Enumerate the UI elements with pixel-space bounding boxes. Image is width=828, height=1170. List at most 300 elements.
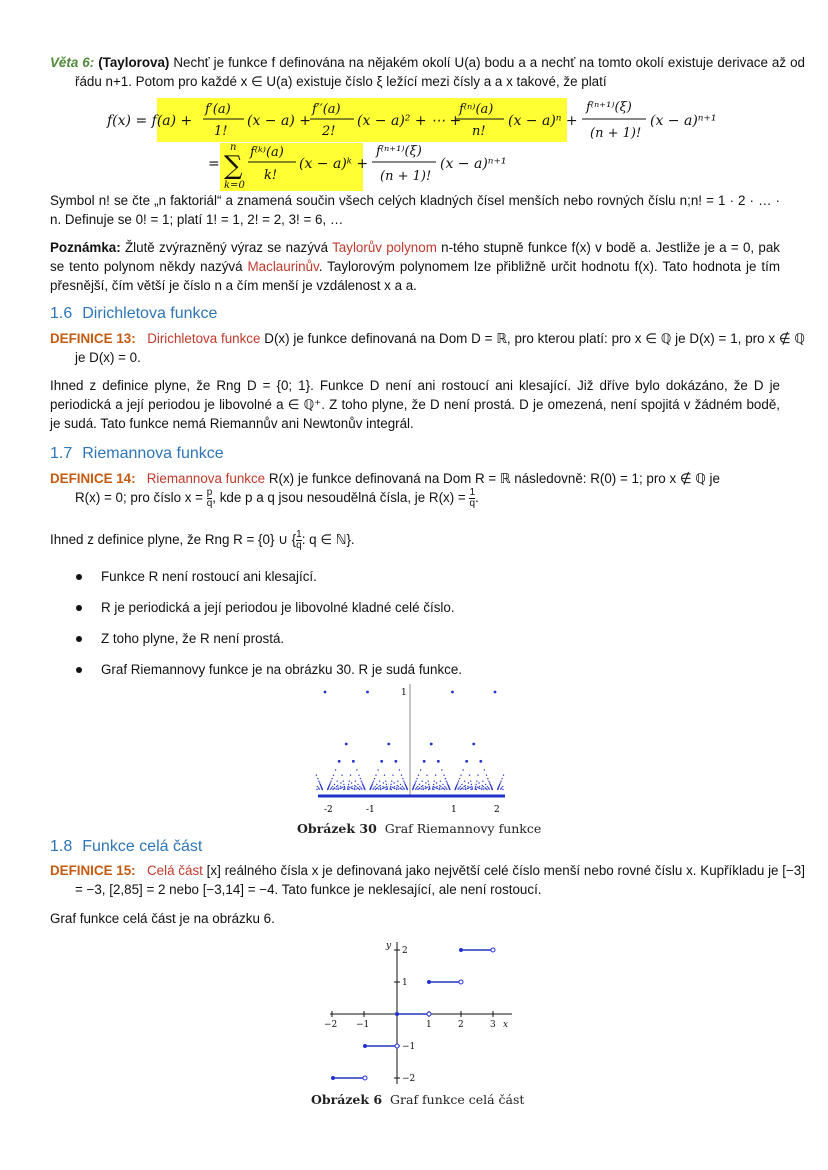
- riemann-point: [349, 787, 350, 788]
- riemann-point: [392, 787, 393, 788]
- riemann-point: [361, 788, 362, 789]
- riemann-point: [341, 775, 342, 776]
- svg-text:(x − a)² + ⋯ +: (x − a)² + ⋯ +: [357, 113, 462, 129]
- riemann-point: [421, 780, 422, 781]
- caption-label: Obrázek 6: [311, 1092, 383, 1107]
- x-tick: −1: [356, 1020, 370, 1030]
- riemann-point: [351, 782, 352, 783]
- riemann-point: [503, 775, 504, 776]
- riemann-point: [340, 786, 341, 787]
- riemann-point: [417, 789, 418, 790]
- riemann-point: [397, 780, 398, 781]
- riemann-point: [472, 788, 473, 789]
- riemann-point: [330, 782, 331, 783]
- bullet-dot: [76, 574, 82, 580]
- svg-text:k=0: k=0: [224, 180, 245, 191]
- x-tick: 3: [490, 1020, 496, 1030]
- riemann-point: [400, 788, 401, 789]
- section-heading-1-6: [50, 305, 217, 323]
- riemann-point: [494, 691, 497, 694]
- def13-text: D(x) je funkce definovaná na Dom D = ℝ, pro kterou platí: pro x ∈ ℚ je D(x) = 1, pro x ∉ ℚ je D(x) = 0.: [75, 331, 805, 365]
- remark-part3: . Taylorovým polynomem lze přibližně určit hodnotu f(x). Tato hodnota je tím přesnější, čím větší je číslo n a čím menší je vzdálenost x a a.: [50, 259, 780, 293]
- theorem-text: Nechť je funkce f definována na nějakém okolí U(a) bodu a a nechť na tomto okolí existuje derivace až od řádu n+1. Potom pro každé x ∈ U(a) existuje číslo ξ ležící mezi čísly a a x takové, že platí: [75, 55, 805, 89]
- riemann-point: [415, 788, 416, 789]
- riemann-point: [470, 789, 471, 790]
- riemann-point: [489, 788, 490, 789]
- riemann-point: [483, 786, 484, 787]
- riemann-point: [460, 775, 461, 776]
- riemann-point: [440, 786, 441, 787]
- riemann-point: [433, 789, 434, 790]
- frac-den: q: [296, 540, 302, 551]
- riemann-point: [459, 778, 460, 779]
- list-item-text: R je periodická a její periodou je libovolné kladné celé číslo.: [101, 600, 455, 615]
- riemann-point: [465, 789, 466, 790]
- floor-function-graph: [320, 936, 520, 1086]
- riemann-point: [385, 787, 386, 788]
- riemann-point: [322, 789, 323, 790]
- floor-paragraph: Graf funkce celá část je na obrázku 6.: [50, 911, 275, 926]
- riemann-point: [442, 784, 443, 785]
- riemann-point: [336, 788, 337, 789]
- riemann-point: [481, 789, 482, 790]
- y-tick: 2: [402, 946, 408, 956]
- svg-text:1!: 1!: [214, 124, 228, 139]
- riemann-point: [441, 769, 442, 770]
- def14-text1: R(x) je funkce definovaná na Dom R = ℝ následovně: R(0) = 1; pro x ∉ ℚ je: [268, 471, 720, 486]
- riemann-point: [422, 787, 423, 788]
- riemann-point: [350, 775, 351, 776]
- riemann-point: [377, 769, 378, 770]
- svg-text:(x − a)ⁿ +: (x − a)ⁿ +: [508, 113, 578, 129]
- riemann-point: [461, 784, 462, 785]
- x-axis-label: x: [503, 1020, 509, 1030]
- svg-text:n!: n!: [472, 124, 486, 139]
- riemann-point: [366, 691, 369, 694]
- riemann-point: [380, 760, 383, 763]
- def13-label: DEFINICE 13:: [50, 331, 136, 346]
- riemann-point: [378, 788, 379, 789]
- def14-label: DEFINICE 14:: [50, 471, 136, 486]
- riemann-point: [440, 780, 441, 781]
- riemann-point: [390, 786, 391, 787]
- bullet-dot: [76, 605, 82, 611]
- list-item-text: Z toho plyne, že R není prostá.: [101, 631, 285, 646]
- riemann-point: [492, 789, 493, 790]
- riemann-point: [347, 788, 348, 789]
- closed-endpoint: [363, 1044, 367, 1048]
- riemann-point: [380, 789, 381, 790]
- riemann-point: [378, 786, 379, 787]
- riemann-point: [432, 788, 433, 789]
- riemann-point: [444, 789, 445, 790]
- def14-text2b: , kde p a q jsou nesoudělná čísla, je R(x) =: [212, 490, 466, 506]
- riemann-point: [403, 780, 404, 781]
- riemann-point: [463, 788, 464, 789]
- riemann-point: [344, 788, 345, 789]
- riemann-point: [458, 780, 459, 781]
- riemann-point: [449, 789, 450, 790]
- riemann-point: [401, 789, 402, 790]
- riemann-point: [425, 782, 426, 783]
- formula-eq: =: [208, 156, 220, 172]
- x-tick: 2: [458, 1020, 464, 1030]
- frac-den: q: [469, 498, 476, 509]
- riemann-point: [402, 778, 403, 779]
- riemann-point: [327, 789, 328, 790]
- svg-text:f⁽ⁿ⁾(a): f⁽ⁿ⁾(a): [459, 102, 494, 117]
- section-heading-1-7: [50, 445, 224, 463]
- riemann-point: [317, 778, 318, 779]
- remark-part1: Žlutě zvýrazněný výraz se nazývá: [124, 240, 329, 255]
- def15-label: DEFINICE 15:: [50, 863, 136, 878]
- bullet-dot: [76, 667, 82, 673]
- riemann-point: [457, 782, 458, 783]
- riemann-point: [465, 787, 466, 788]
- def15-term: Celá část: [146, 863, 203, 878]
- riemann-point: [319, 782, 320, 783]
- riemann-point: [380, 785, 381, 786]
- riemann-point: [331, 778, 332, 779]
- riemann-point: [318, 780, 319, 781]
- riemann-point: [391, 789, 392, 790]
- closed-endpoint: [331, 1076, 335, 1080]
- riemann-point: [389, 788, 390, 789]
- svg-text:f⁽ⁿ⁺¹⁾(ξ): f⁽ⁿ⁺¹⁾(ξ): [586, 100, 632, 115]
- riemann-point: [461, 788, 462, 789]
- section-title: Riemannova funkce: [82, 445, 224, 462]
- section-title: Funkce celá část: [82, 838, 203, 855]
- riemann-point: [330, 780, 331, 781]
- rng-part-a: Ihned z definice plyne, že Rng R = {0} ∪ {: [50, 532, 297, 548]
- riemann-point: [477, 775, 478, 776]
- riemann-point: [428, 789, 429, 790]
- riemann-point: [347, 786, 348, 787]
- riemann-point: [348, 784, 349, 785]
- riemann-point: [430, 743, 433, 746]
- riemann-point: [352, 760, 355, 763]
- riemann-point: [355, 786, 356, 787]
- x-tick: 1: [426, 1020, 432, 1030]
- riemann-point: [355, 780, 356, 781]
- caption-text: Graf Riemannovy funkce: [384, 821, 542, 836]
- riemann-point: [374, 778, 375, 779]
- svg-text:(n + 1)!: (n + 1)!: [590, 126, 642, 141]
- riemann-point: [467, 786, 468, 787]
- riemann-point: [335, 769, 336, 770]
- riemann-point: [481, 787, 482, 788]
- riemann-point: [383, 782, 384, 783]
- frac-num: 1: [296, 529, 302, 540]
- riemann-range: [50, 530, 780, 551]
- tick-label: 2: [494, 805, 500, 815]
- riemann-point: [427, 787, 428, 788]
- riemann-point: [483, 788, 484, 789]
- riemann-point: [439, 785, 440, 786]
- caption-text: Graf funkce celá část: [390, 1092, 525, 1107]
- riemann-point: [423, 760, 426, 763]
- riemann-point: [392, 775, 393, 776]
- riemann-point: [398, 786, 399, 787]
- riemann-point: [358, 788, 359, 789]
- riemann-point: [336, 786, 337, 787]
- riemann-point: [484, 769, 485, 770]
- riemann-point: [319, 788, 320, 789]
- bullet-dot: [76, 636, 82, 642]
- y-axis-label: y: [386, 941, 392, 951]
- riemann-point: [339, 788, 340, 789]
- riemann-point: [397, 785, 398, 786]
- riemann-point: [501, 778, 502, 779]
- riemann-point: [415, 782, 416, 783]
- riemann-point: [425, 786, 426, 787]
- riemann-function-graph: [310, 684, 520, 819]
- riemann-point: [390, 784, 391, 785]
- riemann-point: [336, 780, 337, 781]
- riemann-point: [343, 780, 344, 781]
- riemann-point: [348, 789, 349, 790]
- def14-term: Riemannova funkce: [146, 471, 266, 486]
- riemann-point: [423, 789, 424, 790]
- remark-maclaurin-term: Maclaurinův: [247, 259, 319, 274]
- riemann-point: [463, 786, 464, 787]
- riemann-point: [428, 780, 429, 781]
- riemann-point: [437, 788, 438, 789]
- figure-6-caption: [311, 1092, 524, 1107]
- riemann-point: [375, 786, 376, 787]
- riemann-point: [396, 787, 397, 788]
- riemann-point: [382, 786, 383, 787]
- riemann-point: [421, 788, 422, 789]
- riemann-point: [424, 788, 425, 789]
- riemann-point: [352, 788, 353, 789]
- remark-part2: n-tého stupně funkce f(x) v bodě a. Jestliže je a = 0, pak se tento polynom někdy nazývá: [50, 240, 780, 274]
- riemann-point: [337, 787, 338, 788]
- riemann-point: [500, 788, 501, 789]
- riemann-point: [342, 787, 343, 788]
- riemann-point: [332, 786, 333, 787]
- riemann-point: [475, 786, 476, 787]
- riemann-point: [432, 786, 433, 787]
- riemann-point: [433, 784, 434, 785]
- riemann-point: [324, 691, 327, 694]
- list-item-text: Graf Riemannovy funkce je na obrázku 30. R je sudá funkce.: [101, 662, 462, 677]
- riemann-point: [373, 780, 374, 781]
- riemann-point: [399, 769, 400, 770]
- riemann-point: [354, 787, 355, 788]
- riemann-point: [343, 789, 344, 790]
- riemann-point: [361, 782, 362, 783]
- definition-15: [50, 861, 805, 899]
- riemann-point: [358, 775, 359, 776]
- riemann-point: [489, 782, 490, 783]
- riemann-point: [500, 782, 501, 783]
- riemann-point: [429, 788, 430, 789]
- open-endpoint: [363, 1076, 367, 1080]
- riemann-point: [387, 743, 390, 746]
- section-number: 1.8: [50, 838, 73, 855]
- riemann-point: [334, 784, 335, 785]
- riemann-point: [361, 780, 362, 781]
- riemann-point: [372, 788, 373, 789]
- figure-30-caption: [297, 821, 541, 836]
- riemann-point: [387, 788, 388, 789]
- frac-den: q: [206, 498, 213, 509]
- svg-text:2!: 2!: [322, 124, 336, 139]
- riemann-point: [470, 780, 471, 781]
- closed-endpoint: [459, 948, 463, 952]
- svg-text:f′′(a): f′′(a): [312, 102, 341, 117]
- riemann-point: [435, 775, 436, 776]
- y-tick-1: 1: [401, 688, 407, 698]
- riemann-point: [469, 775, 470, 776]
- riemann-point: [478, 782, 479, 783]
- riemann-point: [434, 780, 435, 781]
- riemann-point: [400, 784, 401, 785]
- riemann-point: [394, 760, 397, 763]
- open-endpoint: [459, 980, 463, 984]
- y-tick: −1: [402, 1042, 416, 1052]
- riemann-point: [434, 787, 435, 788]
- frac-num: 1: [469, 487, 476, 498]
- riemann-point: [436, 782, 437, 783]
- riemann-point: [465, 760, 468, 763]
- riemann-point: [382, 788, 383, 789]
- open-endpoint: [395, 1044, 399, 1048]
- riemann-point: [375, 775, 376, 776]
- riemann-point: [354, 785, 355, 786]
- riemann-point: [333, 788, 334, 789]
- riemann-point: [385, 789, 386, 790]
- def13-term: Dirichletova funkce: [147, 331, 261, 346]
- def14-text2a: R(x) = 0; pro číslo x =: [75, 490, 203, 506]
- definition-14-cont: [75, 488, 775, 509]
- remark: [50, 238, 780, 295]
- riemann-point: [338, 789, 339, 790]
- riemann-point: [384, 775, 385, 776]
- x-tick: −2: [324, 1020, 338, 1030]
- list-item: [76, 629, 776, 660]
- remark-taylor-term: Taylorův polynom: [332, 240, 437, 255]
- riemann-point: [355, 788, 356, 789]
- def14-end: .: [475, 490, 479, 506]
- riemann-point: [476, 789, 477, 790]
- definition-14: [50, 469, 780, 488]
- riemann-point: [462, 769, 463, 770]
- riemann-point: [398, 788, 399, 789]
- list-item-text: Funkce R není rostoucí ani klesající.: [101, 569, 317, 584]
- riemann-point: [474, 788, 475, 789]
- svg-text:(x − a)ᵏ +: (x − a)ᵏ +: [299, 156, 369, 172]
- riemann-point: [332, 789, 333, 790]
- riemann-point: [440, 788, 441, 789]
- riemann-point: [402, 786, 403, 787]
- riemann-point: [354, 789, 355, 790]
- riemann-point: [404, 782, 405, 783]
- riemann-point: [485, 788, 486, 789]
- riemann-point: [359, 789, 360, 790]
- riemann-point: [468, 782, 469, 783]
- riemann-point: [364, 789, 365, 790]
- section-title: Dirichletova funkce: [82, 305, 218, 322]
- riemann-point: [357, 784, 358, 785]
- closed-endpoint: [395, 1012, 399, 1016]
- riemann-point: [460, 786, 461, 787]
- frac-num: p: [206, 487, 213, 498]
- riemann-point: [477, 787, 478, 788]
- riemann-point: [487, 778, 488, 779]
- riemann-point: [386, 784, 387, 785]
- riemann-point: [345, 743, 348, 746]
- riemann-point: [439, 787, 440, 788]
- riemann-point: [486, 775, 487, 776]
- tick-label: -1: [366, 805, 375, 815]
- riemann-point: [359, 786, 360, 787]
- riemann-point: [376, 784, 377, 785]
- bullet-list: [76, 567, 776, 691]
- riemann-point: [446, 780, 447, 781]
- svg-text:f⁽ⁿ⁺¹⁾(ξ): f⁽ⁿ⁺¹⁾(ξ): [376, 144, 422, 159]
- riemann-point: [317, 786, 318, 787]
- svg-text:k!: k!: [264, 168, 278, 183]
- riemann-point: [372, 782, 373, 783]
- riemann-point: [485, 784, 486, 785]
- riemann-point: [476, 780, 477, 781]
- riemann-point: [502, 789, 503, 790]
- riemann-point: [407, 789, 408, 790]
- riemann-point: [375, 789, 376, 790]
- svg-text:n: n: [230, 142, 237, 153]
- riemann-point: [471, 786, 472, 787]
- tick-label: 1: [451, 805, 457, 815]
- riemann-point: [330, 788, 331, 789]
- riemann-point: [343, 784, 344, 785]
- riemann-point: [316, 775, 317, 776]
- riemann-point: [418, 775, 419, 776]
- riemann-point: [394, 786, 395, 787]
- riemann-point: [429, 786, 430, 787]
- open-endpoint: [491, 948, 495, 952]
- definition-13: [50, 329, 805, 367]
- riemann-point: [446, 788, 447, 789]
- riemann-point: [356, 769, 357, 770]
- def15-text: [x] reálného čísla x je definovaná jako největší celé číslo menší nebo rovné číslu x. Kupříkladu je [−3] = −3, [2,85] = 2 nebo [−3,14] = −4. Tato funkce je neklesající, ale není rostoucí.: [75, 863, 805, 897]
- riemann-point: [333, 775, 334, 776]
- riemann-point: [393, 782, 394, 783]
- svg-text:∑: ∑: [224, 151, 243, 181]
- riemann-point: [416, 778, 417, 779]
- riemann-point: [488, 780, 489, 781]
- svg-text:f′(a): f′(a): [205, 102, 231, 117]
- riemann-point: [316, 789, 317, 790]
- riemann-point: [420, 769, 421, 770]
- riemann-point: [467, 788, 468, 789]
- riemann-point: [401, 775, 402, 776]
- riemann-point: [471, 784, 472, 785]
- riemann-point: [502, 786, 503, 787]
- riemann-point: [338, 760, 341, 763]
- riemann-point: [443, 788, 444, 789]
- riemann-point: [426, 775, 427, 776]
- caption-label: Obrázek 30: [297, 821, 377, 836]
- tick-label: -2: [324, 805, 333, 815]
- riemann-point: [479, 760, 482, 763]
- riemann-point: [443, 775, 444, 776]
- list-item: [76, 598, 776, 629]
- taylor-formula: [0, 0, 828, 200]
- dirichlet-paragraph: Ihned z definice plyne, že Rng D = {0; 1}. Funkce D není ani rostoucí ani klesající. Již dříve bylo dokázáno, že D je periodická a její periodou je libovolné a ∈ ℚ⁺. Z toho plyne, že D není prostá. D je omezená, není spojitá v žádném bodě, je sudá. Tato funkce nemá Riemannův ani Newtonův integrál.: [50, 378, 780, 431]
- riemann-point: [376, 788, 377, 789]
